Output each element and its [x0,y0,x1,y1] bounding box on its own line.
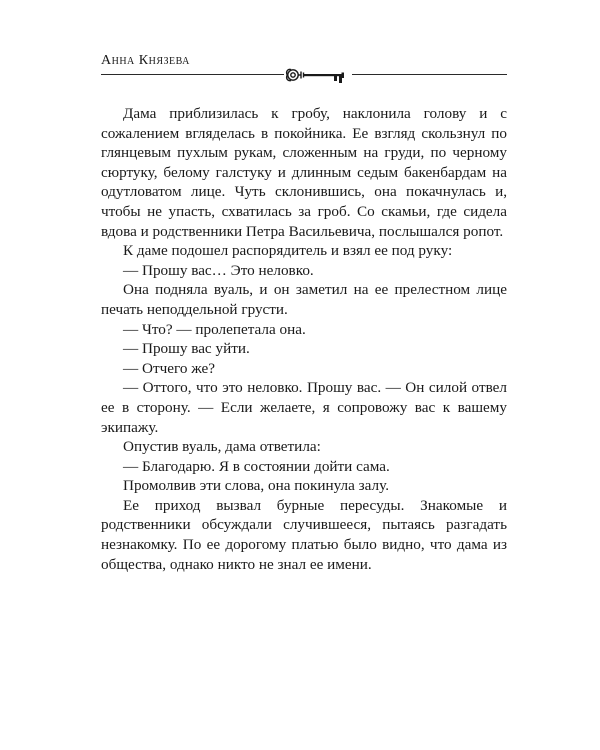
paragraph: — Благодарю. Я в состоянии дойти сама. [123,457,390,475]
author-name: Анна Князева [101,53,190,68]
paragraph: К даме подошел распорядитель и взял ее под руку: [123,242,453,260]
running-header [0,0,600,100]
paragraph: — Что? — пролепетала она. [123,320,306,338]
paragraph: — Прошу вас… Это неловко. [123,261,314,279]
paragraph: — Прошу вас уйти. [123,340,250,358]
key-icon [284,66,352,84]
paragraph: Дама приблизилась к гробу, наклонила голову и с сожалением вгляделась в покойника. Ее взгляд скользнул по глянцевым пухлым рукам, сложенным на груди, по черному сюртуку, белому галстуку и длинным седым бакенбардам на одутловатом лице. Чуть склонившись, она покачнулась и, чтобы не упасть, схватилась за гроб. Со скамьи, где сидела вдова и родственники Петра Васильевича, послышался ропот. [101,105,507,240]
body-text [101,104,507,574]
paragraph: — Оттого, что это неловко. Прошу вас. — Он силой отвел ее в сторону. — Если желаете, я сопровожу вас к вашему экипажу. [101,379,507,436]
paragraph: — Отчего же? [123,359,215,377]
paragraph: Она подняла вуаль, и он заметил на ее прелестном лице печать неподдельной грусти. [101,281,507,318]
paragraph: Ее приход вызвал бурные пересуды. Знакомые и родственники обсуждали случившееся, пытаясь разгадать незнакомку. По ее дорогому платью было видно, что дама из общества, однако никто не знал ее имени. [101,496,507,573]
paragraph: Опустив вуаль, дама ответила: [123,438,321,456]
paragraph: Промолвив эти слова, она покинула залу. [123,477,389,495]
